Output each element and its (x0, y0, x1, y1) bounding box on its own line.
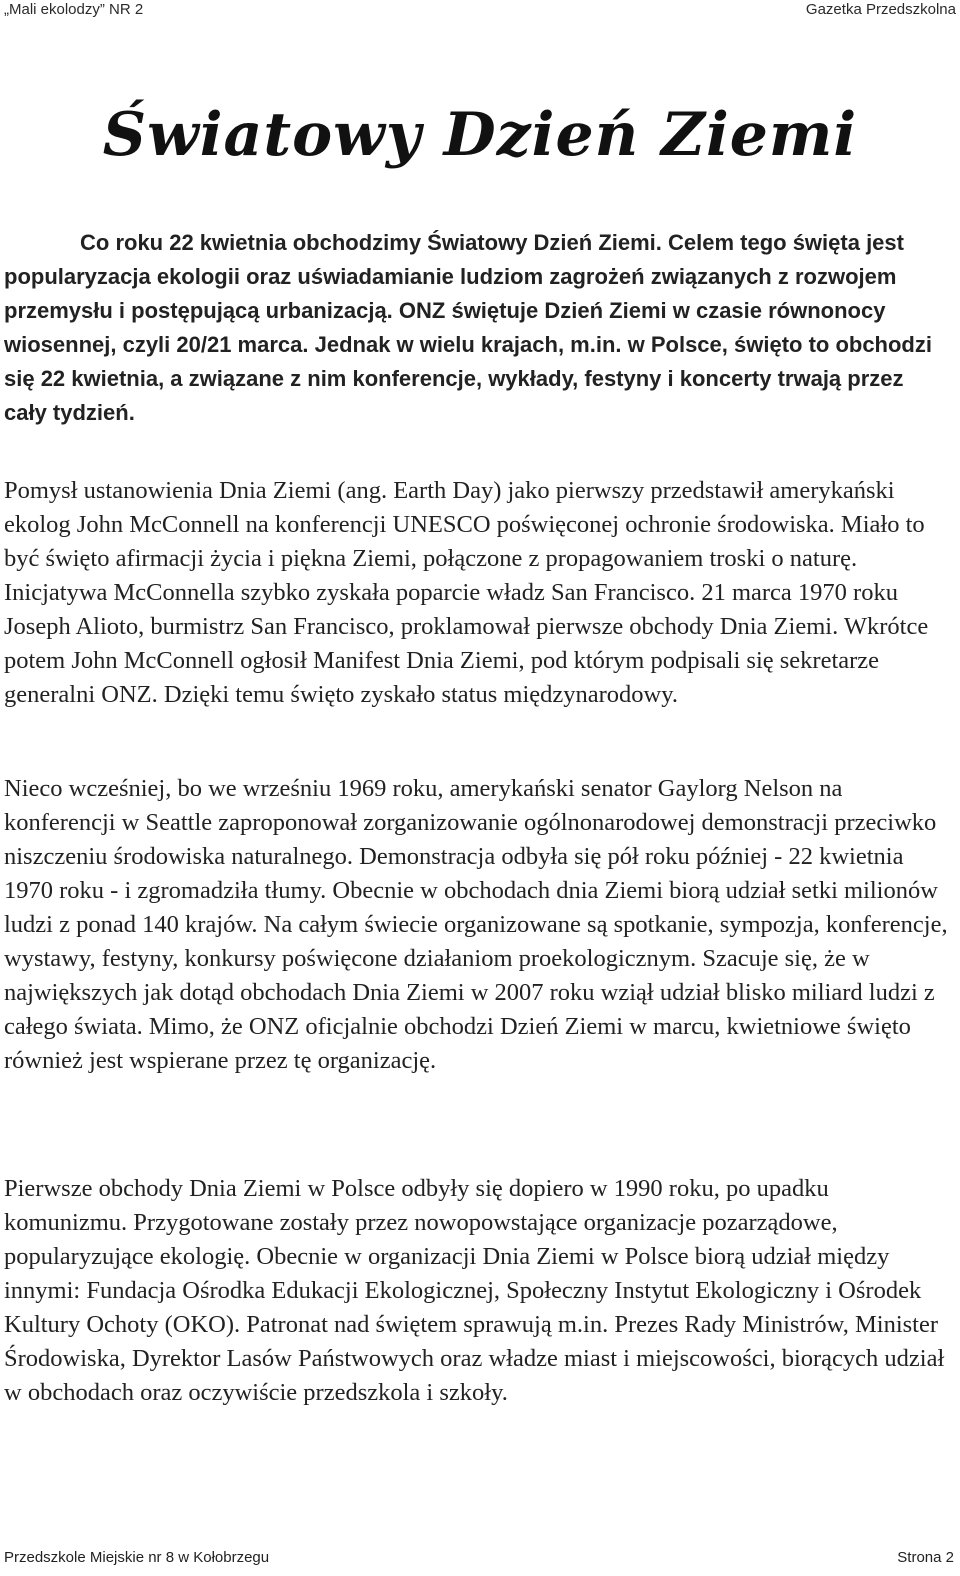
newsletter-name: „Mali ekolodzy” NR 2 (4, 1, 144, 18)
school-name: Przedszkole Miejskie nr 8 w Kołobrzegu (4, 1549, 270, 1566)
body-paragraph-3: Pierwsze obchody Dnia Ziemi w Polsce odbyły się dopiero w 1990 roku, po upadku komunizmu. Przygotowane zostały przez nowopowstające organizacje pozarządowe, popularyzujące ekologię. Obecnie w organizacji Dnia Ziemi w Polsce biorą udział między innymi: Fundacja Ośrodka Edukacji Ekologicznej, Społeczny Instytut Ekologiczny i Ośrodek Kultury Ochoty (OKO). Patronat nad świętem sprawują m.in. Prezes Rady Ministrów, Minister Środowiska, Dyrektor Lasów Państwowych oraz władze miast i miejscowości, biorących udział w obchodach oraz oczywiście przedszkola i szkoły. (4, 1175, 945, 1406)
newsletter-type: Gazetka Przedszkolna (805, 1, 956, 18)
body-paragraph-2: Nieco wcześniej, bo we wrześniu 1969 roku, amerykański senator Gaylorg Nelson na konferencji w Seattle zaproponował zorganizowanie ogólnonarodowej demonstracji przeciwko niszczeniu środowiska naturalnego. Demonstracja odbyła się pół roku później - 22 kwietnia 1970 roku - i zgromadziła tłumy. Obecnie w obchodach dnia Ziemi biorą udział setki milionów ludzi z ponad 140 krajów. Na całym świecie organizowane są spotkanie, sympozja, konferencje, wystawy, festyny, konkursy poświęcone działaniom proekologicznym. Szacuje się, że w największych jak dotąd obchodach Dnia Ziemi w 2007 roku wziął udział blisko miliard ludzi z całego świata. Mimo, że ONZ oficjalnie obchodzi Dzień Ziemi w marcu, kwietniowe święto również jest wspierane przez tę organizację. (4, 775, 948, 1074)
body-paragraph-1: Pomysł ustanowienia Dnia Ziemi (ang. Earth Day) jako pierwszy przedstawił amerykański ekolog John McConnell na konferencji UNESCO poświęconej ochronie środowiska. Miało to być święto afirmacji życia i piękna Ziemi, połączone z propagowaniem troski o naturę. Inicjatywa McConnella szybko zyskała poparcie władz San Francisco. 21 marca 1970 roku Joseph Alioto, burmistrz San Francisco, proklamował pierwsze obchody Dnia Ziemi. Wkrótce potem John McConnell ogłosił Manifest Dnia Ziemi, pod którym podpisali się sekretarze generalni ONZ. Dzięki temu święto zyskało status międzynarodowy. (4, 477, 929, 708)
page-footer (4, 1544, 954, 1566)
page-number: Strona 2 (897, 1549, 954, 1566)
article-title: Światowy Dzień Ziemi (102, 100, 858, 170)
page-header (4, 0, 956, 22)
intro-paragraph: Co roku 22 kwietnia obchodzimy Światowy Dzień Ziemi. Celem tego święta jest popularyzacja ekologii oraz uświadamianie ludziom zagrożeń związanych z rozwojem przemysłu i postępującą urbanizacją. ONZ świętuje Dzień Ziemi w czasie równonocy wiosennej, czyli 20/21 marca. Jednak w wielu krajach, m.in. w Polsce, święto to obchodzi się 22 kwietnia, a związane z nim konferencje, wykłady, festyny i koncerty trwają przez cały tydzień. (4, 230, 932, 425)
